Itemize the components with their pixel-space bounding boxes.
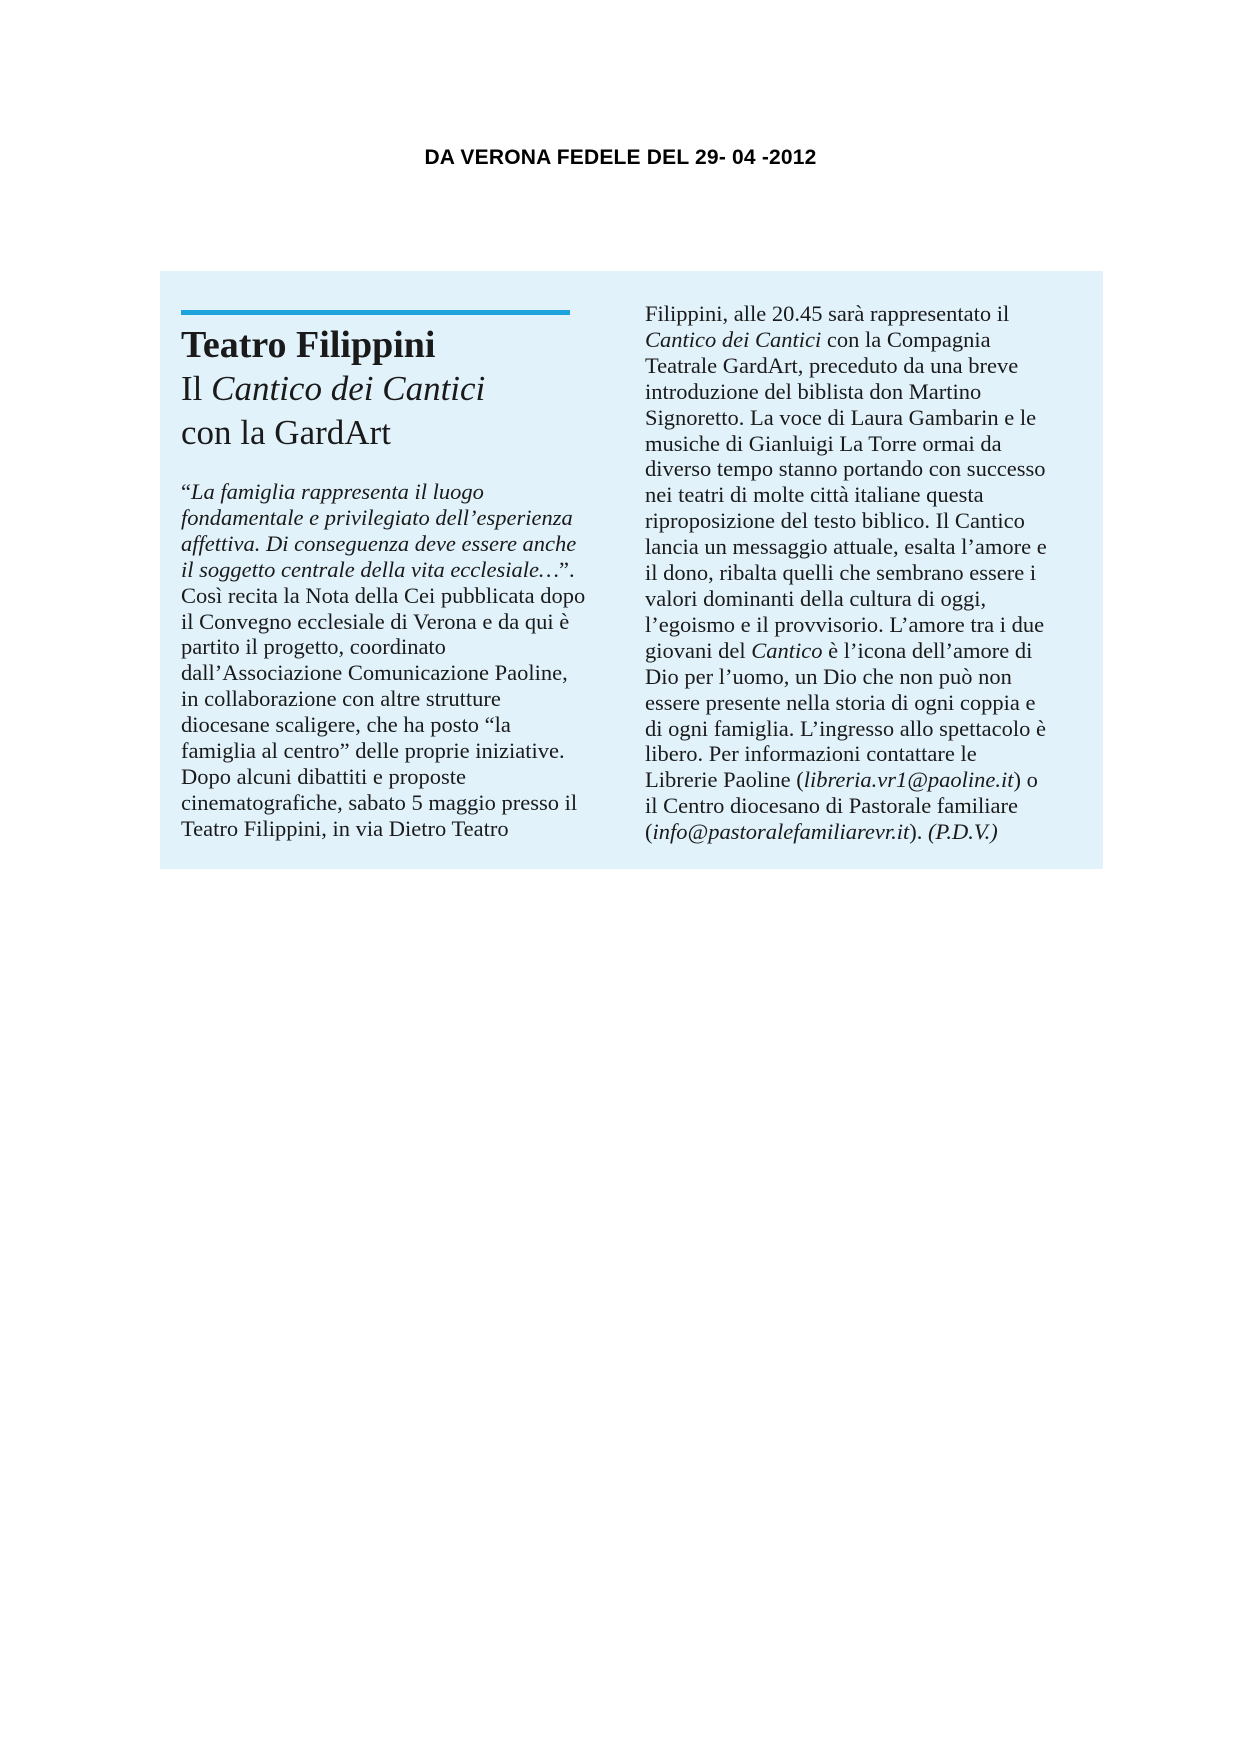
body-line: lancia un messaggio attuale, esalta l’amore e — [645, 534, 1047, 560]
email-pastorale: info@pastoralefamiliarevr.it — [652, 819, 910, 845]
body-line: Filippini, alle 20.45 sarà rappresentato il — [645, 301, 1010, 326]
body-line: diverso tempo stanno portando con successo — [645, 456, 1046, 482]
right-body-text — [645, 301, 1085, 845]
body-line: Così recita la Nota della Cei pubblicata dopo — [181, 582, 586, 608]
body-line: diocesane scaligere, che ha posto “la — [181, 712, 511, 738]
body-line: Librerie Paoline (libreria.vr1@paoline.it) o — [645, 767, 1038, 793]
body-line: Signoretto. La voce di Laura Gambarin e le — [645, 404, 1037, 430]
body-line: famiglia al centro” delle proprie iniziative. — [181, 738, 565, 764]
newspaper-clipping — [160, 271, 1103, 869]
subhead-line-2: con la GardArt — [181, 413, 391, 452]
subhead-title-italic: Cantico dei Cantici — [211, 369, 486, 408]
body-line: il soggetto centrale della vita ecclesiale…”. — [181, 556, 575, 582]
body-line: in collaborazione con altre strutture — [181, 686, 501, 712]
body-line: Teatro Filippini, in via Dietro Teatro — [181, 815, 509, 841]
body-line: Dopo alcuni dibattiti e proposte — [181, 763, 466, 789]
article-headline: Teatro Filippini — [181, 324, 436, 366]
body-line: (info@pastoralefamiliarevr.it). (P.D.V.) — [645, 819, 998, 845]
body-line: il Convegno ecclesiale di Verona e da qui è — [181, 608, 570, 634]
subhead-line-1: Il Cantico dei Cantici — [181, 369, 486, 408]
body-line: riproposizione del testo biblico. Il Cantico — [645, 508, 1025, 534]
body-line: cinematografiche, sabato 5 maggio presso il — [181, 789, 578, 815]
body-line: fondamentale e privilegiato dell’esperienza — [181, 504, 573, 530]
body-line: introduzione del biblista don Martino — [645, 378, 982, 404]
body-line: giovani del Cantico è l’icona dell’amore di — [645, 637, 1033, 663]
author-initials: (P.D.V.) — [928, 819, 998, 845]
headline-rule — [181, 310, 570, 315]
body-line: affettiva. Di conseguenza deve essere anche — [181, 530, 577, 556]
body-line: nei teatri di molte città italiane questa — [645, 482, 984, 508]
article-subhead — [181, 367, 485, 455]
left-body-text — [181, 479, 611, 842]
body-line: Cantico dei Cantici con la Compagnia — [645, 326, 991, 352]
body-line: l’egoismo e il provvisorio. L’amore tra i due — [645, 611, 1045, 637]
email-libreria: libreria.vr1@paoline.it — [803, 767, 1014, 793]
body-line: dall’Associazione Comunicazione Paoline, — [181, 660, 568, 686]
body-line: il Centro diocesano di Pastorale familiare — [645, 793, 1019, 819]
body-line: il dono, ribalta quelli che sembrano essere i — [645, 560, 1037, 586]
body-line: valori dominanti della cultura di oggi, — [645, 585, 987, 611]
page-header: DA VERONA FEDELE DEL 29- 04 -2012 — [424, 146, 817, 169]
body-line: di ogni famiglia. L’ingresso allo spettacolo è — [645, 715, 1046, 741]
body-line: partito il progetto, coordinato — [181, 634, 446, 660]
body-line: “La famiglia rappresenta il luogo — [181, 479, 484, 504]
body-line: Dio per l’uomo, un Dio che non può non — [645, 663, 1012, 689]
body-line: libero. Per informazioni contattare le — [645, 741, 977, 767]
body-line: essere presente nella storia di ogni coppia e — [645, 689, 1036, 715]
body-line: Teatrale GardArt, preceduto da una breve — [645, 352, 1019, 378]
body-line: musiche di Gianluigi La Torre ormai da — [645, 430, 1002, 456]
